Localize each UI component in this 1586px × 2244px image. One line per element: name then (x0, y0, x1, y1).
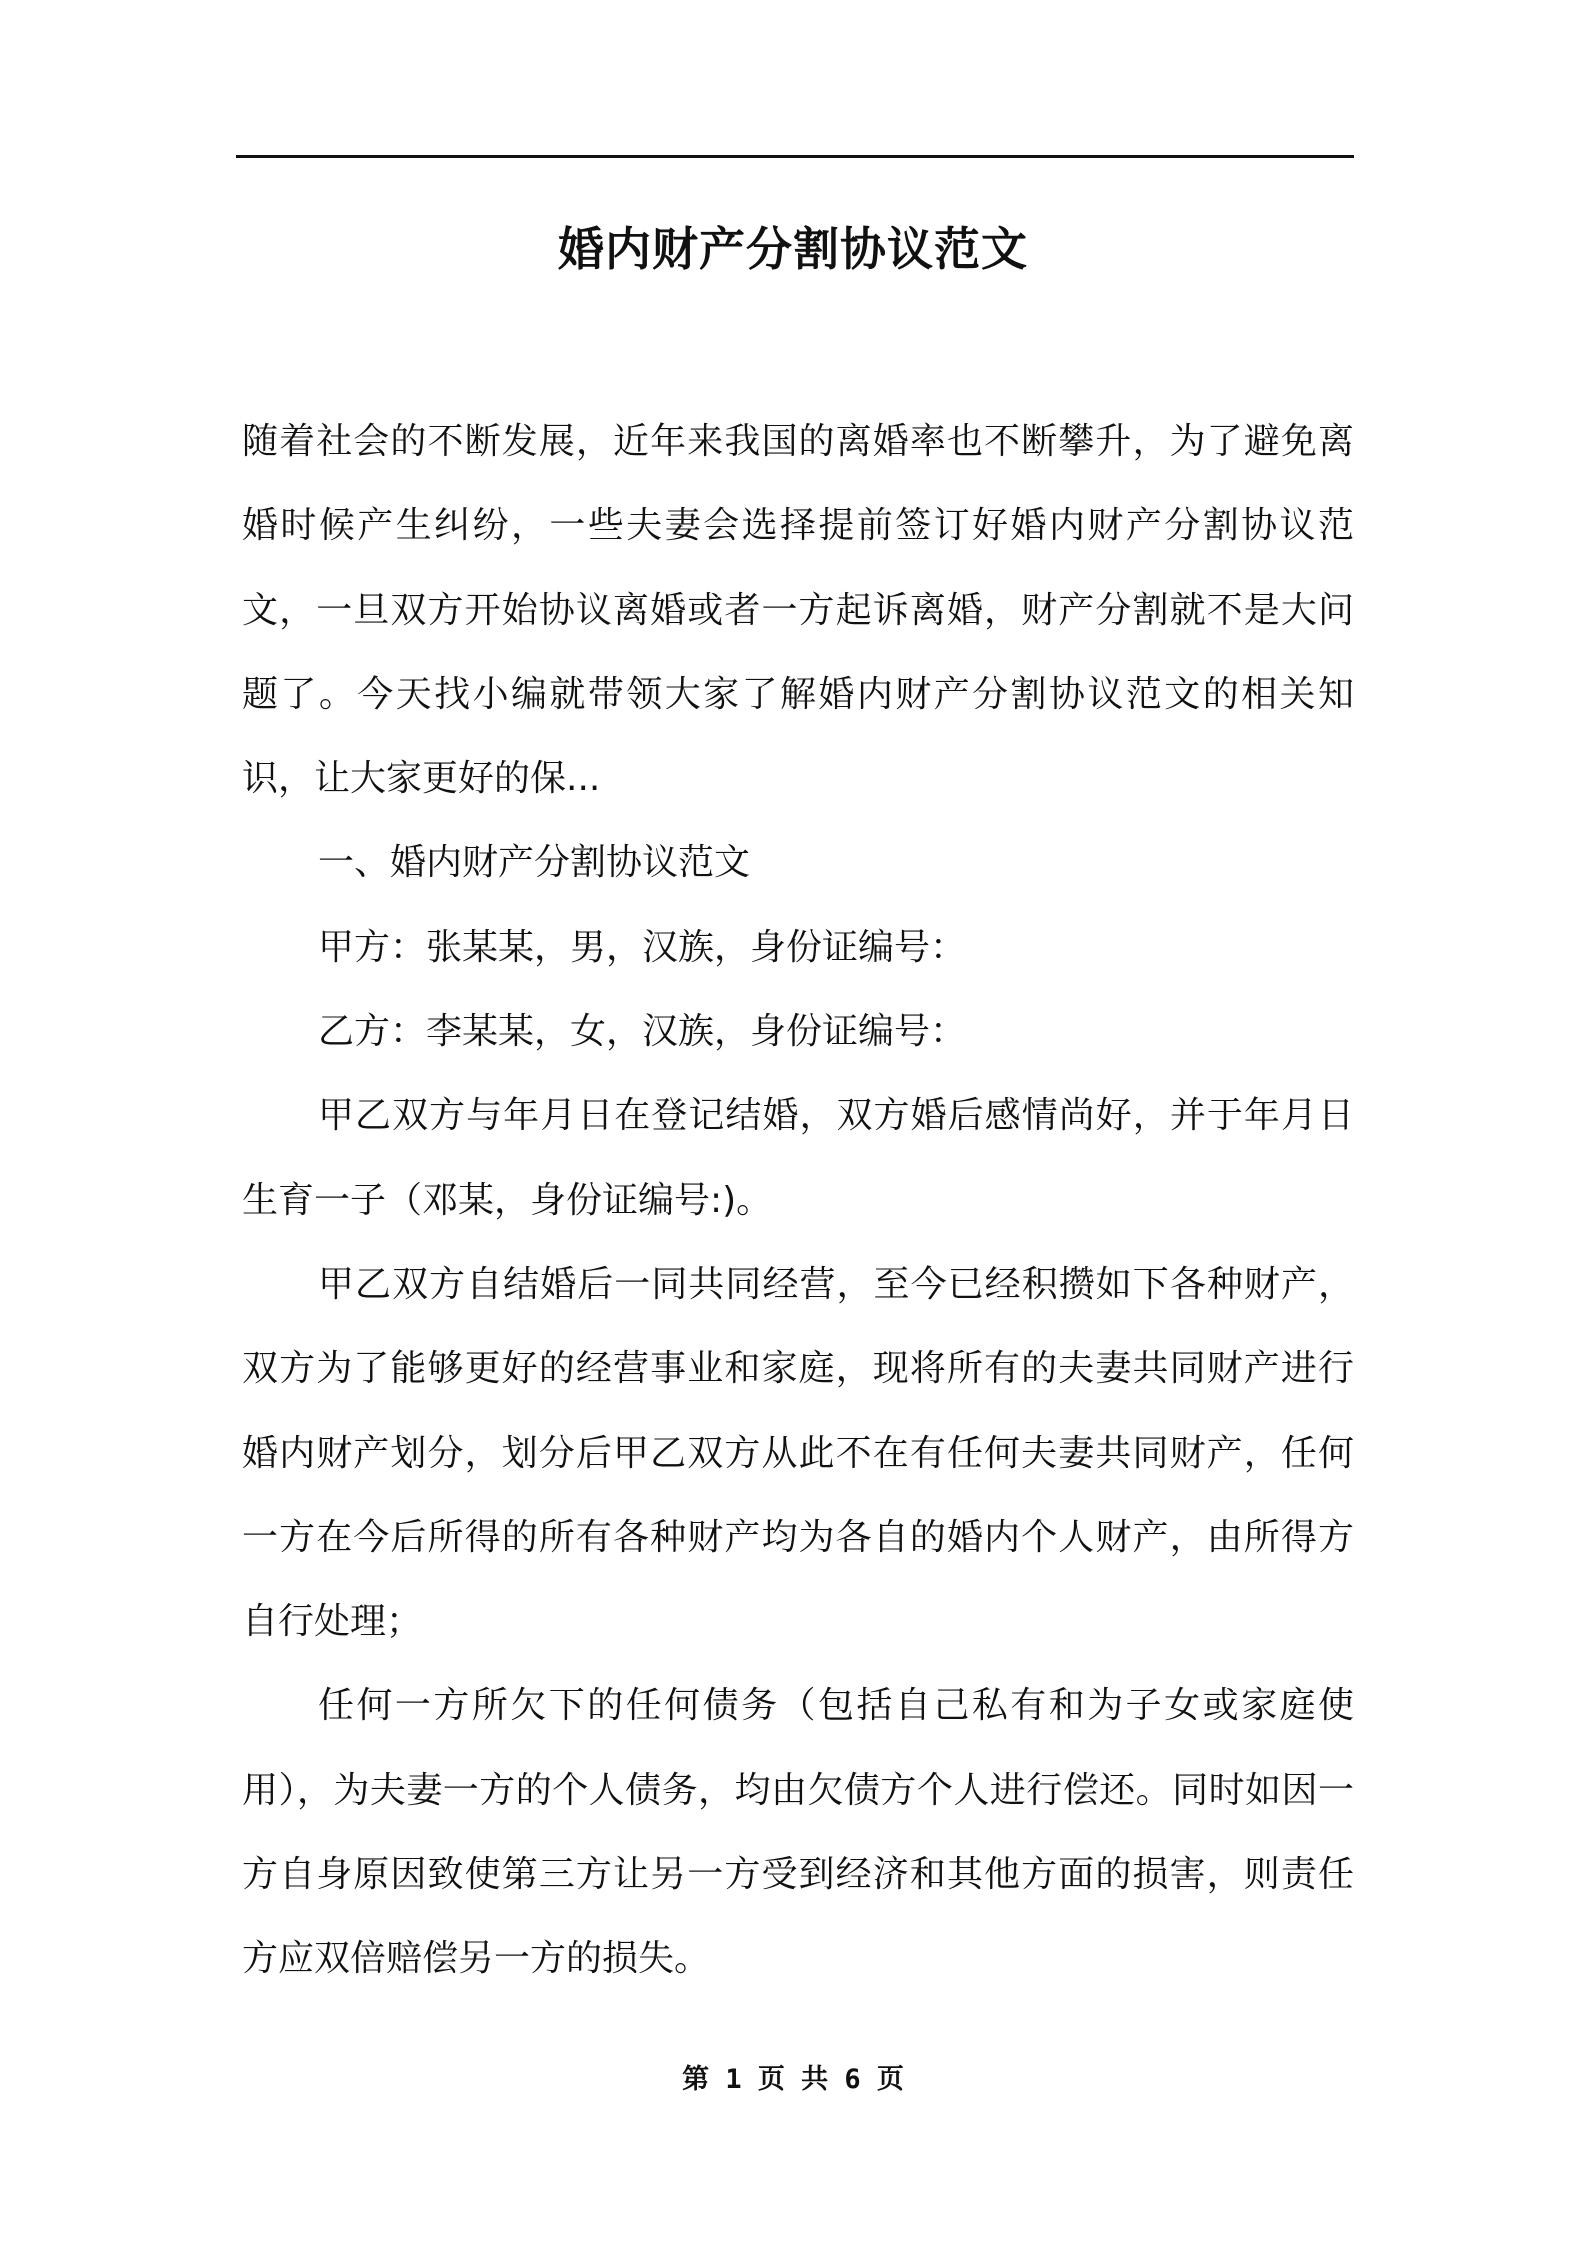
section-heading: 一、婚内财产分割协议范文 (318, 842, 751, 884)
header-rule (236, 155, 1354, 158)
party-a-line: 甲方：张某某，男，汉族，身份证编号： (318, 926, 967, 968)
party-b-line: 乙方：李某某，女，汉族，身份证编号： (318, 1011, 967, 1053)
paragraph-debt: 任何一方所欠下的任何债务（包括自己私有和为子女或家庭使用），为夫妻一方的个人债务，均由欠债方个人进行偿还。同时如因一方自身原因致使第三方让另一方受到经济和其他方面的损害，则责任方应双倍赔偿另一方的损失。 (242, 1685, 1354, 1980)
page-number: 第 1 页 共 6 页 (682, 2064, 904, 2095)
paragraph-property: 甲乙双方自结婚后一同共同经营，至今已经积攒如下各种财产，双方为了能够更好的经营事业和家庭，现将所有的夫妻共同财产进行婚内财产划分，划分后甲乙双方从此不在有任何夫妻共同财产，任何一方在今后所得的所有各种财产均为各自的婚内个人财产，由所得方自行处理； (242, 1263, 1354, 1643)
document-title: 婚内财产分割协议范文 (558, 222, 1028, 276)
document-body (242, 400, 1354, 2002)
paragraph-intro: 随着社会的不断发展，近年来我国的离婚率也不断攀升，为了避免离婚时候产生纠纷，一些夫妻会选择提前签订好婚内财产分割协议范文，一旦双方开始协议离婚或者一方起诉离婚，财产分割就不是大问题了。今天找小编就带领大家了解婚内财产分割协议范文的相关知识，让大家更好的保... (242, 421, 1354, 800)
paragraph-marriage: 甲乙双方与年月日在登记结婚，双方婚后感情尚好，并于年月日生育一子（邓某，身份证编号:)。 (242, 1095, 1354, 1221)
